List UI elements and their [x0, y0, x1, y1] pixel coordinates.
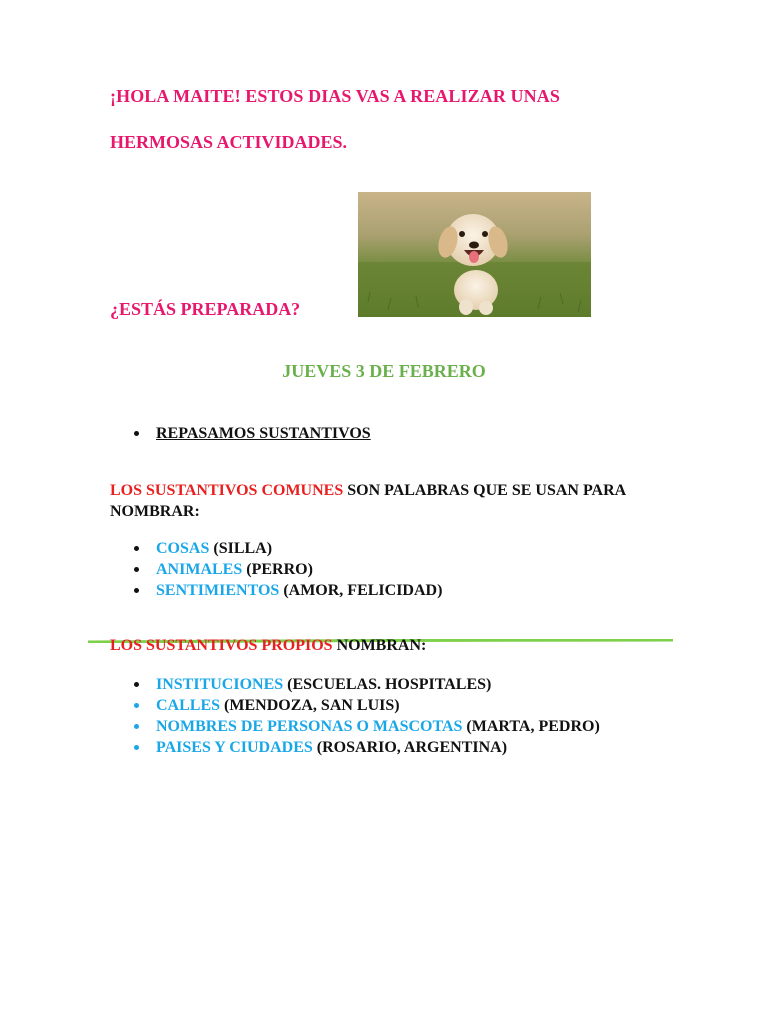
bullet-icon	[134, 745, 139, 750]
greeting-line-2: HERMOSAS ACTIVIDADES.	[110, 132, 348, 152]
greeting-line-1: ¡HOLA MAITE! ESTOS DIAS VAS A REALIZAR UNAS	[110, 86, 560, 106]
common-nouns-description: SON PALABRAS QUE SE USAN PARA NOMBRAR:	[110, 482, 626, 520]
common-nouns-title: LOS SUSTANTIVOS COMUNES	[110, 482, 344, 499]
noun-term: SENTIMIENTOS	[156, 582, 280, 599]
list-item	[156, 716, 616, 737]
noun-term: CALLES	[156, 697, 221, 714]
list-item	[156, 674, 616, 695]
list-item	[156, 695, 616, 716]
puppy-photo	[358, 192, 591, 317]
noun-example: (MARTA, PEDRO)	[462, 718, 600, 735]
list-item	[156, 737, 616, 758]
bullet-icon	[134, 703, 139, 708]
noun-example: (AMOR, FELICIDAD)	[279, 582, 443, 599]
list-item	[156, 538, 442, 559]
common-nouns-intro	[110, 480, 670, 522]
noun-term: COSAS	[156, 540, 210, 557]
bullet-icon	[134, 546, 139, 551]
list-item	[156, 559, 442, 580]
noun-example: (SILLA)	[209, 540, 273, 557]
green-divider	[88, 630, 673, 634]
noun-example: (MENDOZA, SAN LUIS)	[220, 697, 400, 714]
noun-example: (ROSARIO, ARGENTINA)	[312, 739, 508, 756]
proper-nouns-description: NOMBRAN:	[332, 637, 427, 654]
bullet-icon	[134, 724, 139, 729]
bullet-icon	[134, 431, 139, 436]
review-list	[156, 423, 371, 444]
question-heading: ¿ESTÁS PREPARADA?	[110, 299, 301, 319]
list-item	[156, 580, 442, 601]
noun-term: NOMBRES DE PERSONAS O MASCOTAS	[156, 718, 463, 735]
bullet-icon	[134, 567, 139, 572]
common-nouns-list	[156, 538, 442, 601]
bullet-icon	[134, 682, 139, 687]
noun-term: ANIMALES	[156, 561, 243, 578]
proper-nouns-list	[156, 674, 616, 758]
list-item	[156, 423, 371, 444]
noun-example: (PERRO)	[242, 561, 313, 578]
bullet-icon	[134, 588, 139, 593]
proper-nouns-intro	[110, 637, 426, 655]
proper-nouns-title: LOS SUSTANTIVOS PROPIOS	[110, 637, 333, 654]
review-item-label: REPASAMOS SUSTANTIVOS	[156, 425, 371, 442]
noun-term: PAISES Y CIUDADES	[156, 739, 313, 756]
date-heading: JUEVES 3 DE FEBRERO	[282, 361, 486, 381]
noun-example: (ESCUELAS. HOSPITALES)	[283, 676, 492, 693]
noun-term: INSTITUCIONES	[156, 676, 284, 693]
